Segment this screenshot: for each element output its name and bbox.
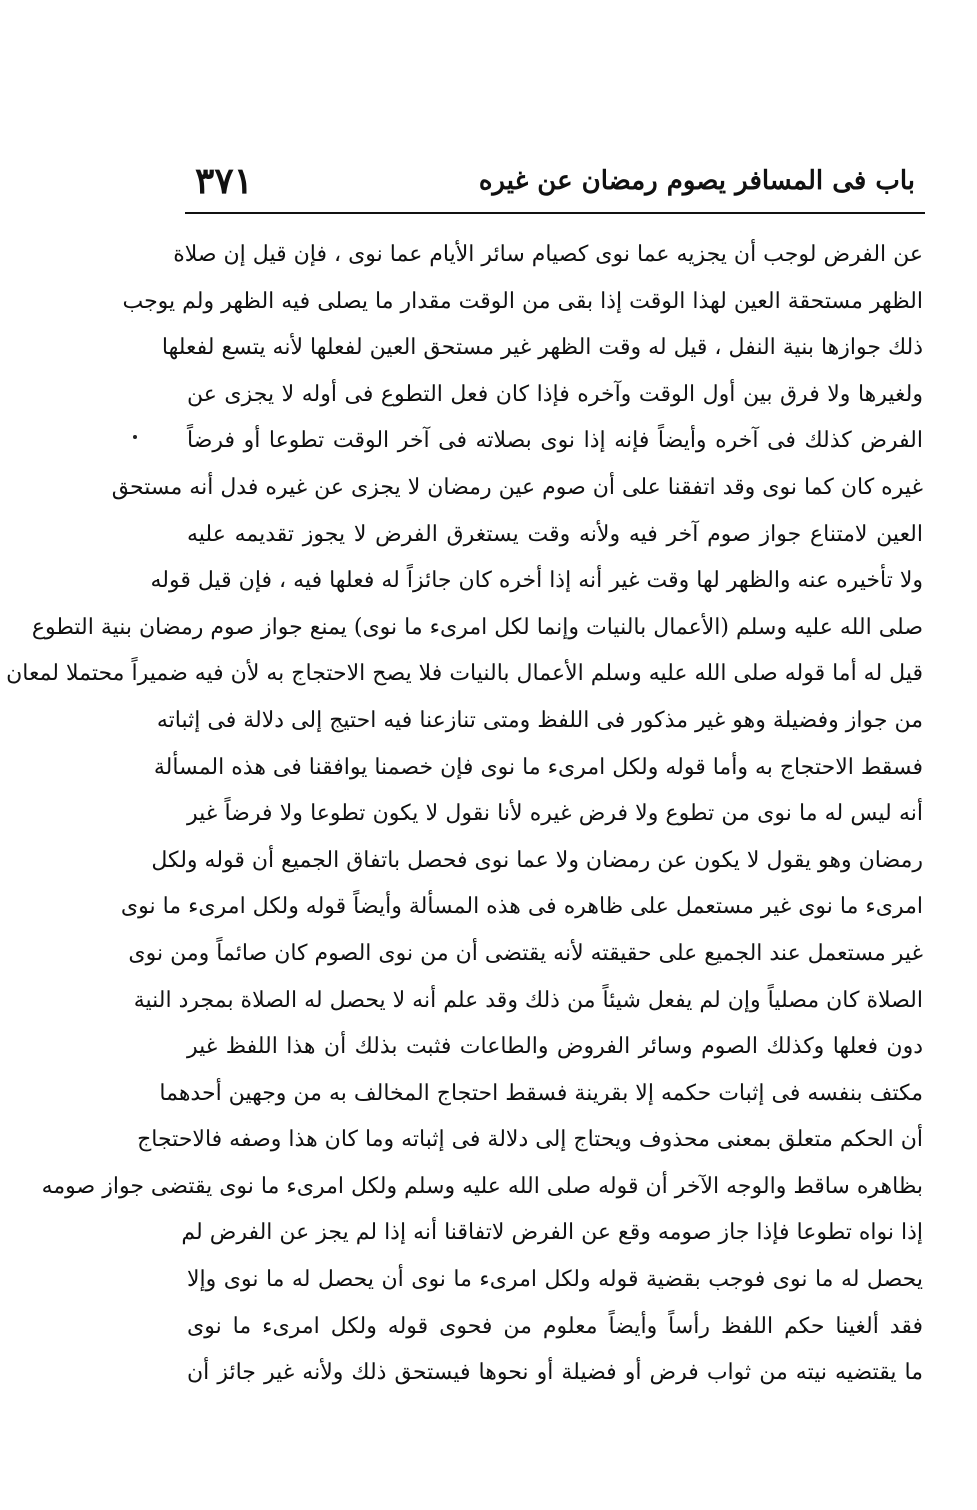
text-line: أن الحكم متعلق بمعنى محذوف ويحتاج إلى دلالة فى إثباته وما كان هذا وصفه فالاحتجاج [137,1127,923,1153]
text-line: غيره كان كما نوى وقد اتفقنا على أن صوم عين رمضان لا يجزى عن غيره فدل أنه مستحق [111,474,923,500]
text-line: مكتف بنفسه فى إثبات حكمه إلا بقرينة فسقط احتجاج المخالف به من وجهين أحدهما [159,1080,923,1106]
text-line: يحصل له ما نوى فوجب بقضية قوله ولكل امرىء ما نوى أن يحصل له ما نوى وإلا [187,1267,923,1293]
text-line: رمضان وهو يقول لا يكون عن رمضان ولا عما نوى فحصل باتفاق الجميع أن قوله ولكل [151,847,923,873]
text-line: عن الفرض لوجب أن يجزيه عما نوى كصيام سائر الأيام عما نوى ، فإن قيل إن صلاة [173,242,923,267]
text-line: فقد ألغينا حكم اللفظ رأساً وأيضاً معلوم من فحوى قوله ولكل امرىء ما نوى [187,1313,923,1339]
margin-mark [133,435,137,439]
text-line: الظهر مستحقة العين لهذا الوقت إذا بقى من الوقت مقدار ما يصلى فيه الظهر ولم يوجب [122,288,923,314]
text-line: الصلاة كان مصلياً وإن لم يفعل شيئاً من ذلك وقد علم أنه لا يحصل له الصلاة بمجرد النية [133,987,923,1013]
page-number: ٣٧١ [195,160,254,202]
text-line: صلى الله عليه وسلم (الأعمال بالنيات وإنما لكل امرىء ما نوى) يمنع جواز صوم رمضان بنية التطوع [31,614,923,640]
page-header [185,160,925,210]
running-title: باب فى المسافر يصوم رمضان عن غيره [478,166,915,196]
text-line: أنه ليس له ما نوى من تطوع ولا فرض غيره لأنا نقول لا يكون تطوعا ولا فرضاً غير [187,801,923,827]
header-rule [185,212,925,214]
text-line: ولغيرها ولا فرق بين أول الوقت وآخره فإذا كان فعل التطوع فى أوله لا يجزى عن [187,381,923,407]
text-line: إذا نواه تطوعا فإذا جاز صومه وقع عن الفرض لاتفاقنا أنه إذا لم يجز عن الفرض لم [181,1220,923,1246]
text-line: من جواز وفضيلة وهو غير مذكور فى اللفظ ومتى تنازعنا فيه احتيج إلى دلالة فى إثباته [156,707,923,733]
text-line: العين لامتناع جواز صوم آخر فيه ولأنه وقت يستغرق الفرض لا يجوز تقديمه عليه [187,521,923,547]
text-line: قيل له أما قوله صلى الله عليه وسلم الأعمال بالنيات فلا يصح الاحتجاج به لأن فيه ضميراً محتملا لمعان [6,661,923,687]
text-line: فسقط الاحتجاج به وأما قوله ولكل امرىء ما نوى فإن خصمنا يوافقنا فى هذه المسألة [153,754,923,780]
text-line: ما يقتضيه نيته من ثواب فرض أو فضيلة أو نحوها فيستحق ذلك ولأنه غير جائز أن [187,1360,923,1386]
body-text [6,232,923,1397]
text-line: الفرض كذلك فى آخره وأيضاً فإنه إذا نوى بصلاته فى آخر الوقت تطوعا أو فرضاً [187,428,923,454]
text-line: امرىء ما نوى غير مستعمل على ظاهره فى هذه المسألة وأيضاً قوله ولكل امرىء ما نوى [120,894,923,920]
text-line: ذلك جوازها بنية النفل ، قيل له وقت الظهر غير مستحق العين لفعلها لأنه يتسع لفعلها [161,335,923,361]
text-line: غير مستعمل عند الجميع على حقيقته لأنه يقتضى أن من نوى الصوم كان صائماً ومن نوى [128,940,923,966]
text-line: بظاهره ساقط والوجه الآخر أن قوله صلى الله عليه وسلم ولكل امرىء ما نوى يقتضى جواز صومه [41,1173,923,1199]
text-line: دون فعلها وكذلك الصوم وسائر الفروض والطاعات فثبت بذلك أن هذا اللفظ غير [187,1034,923,1060]
text-line: ولا تأخيره عنه والظهر لها وقت غير أنه إذا أخره كان جائزاً له فعلها فيه ، فإن قيل قوله [150,568,923,594]
